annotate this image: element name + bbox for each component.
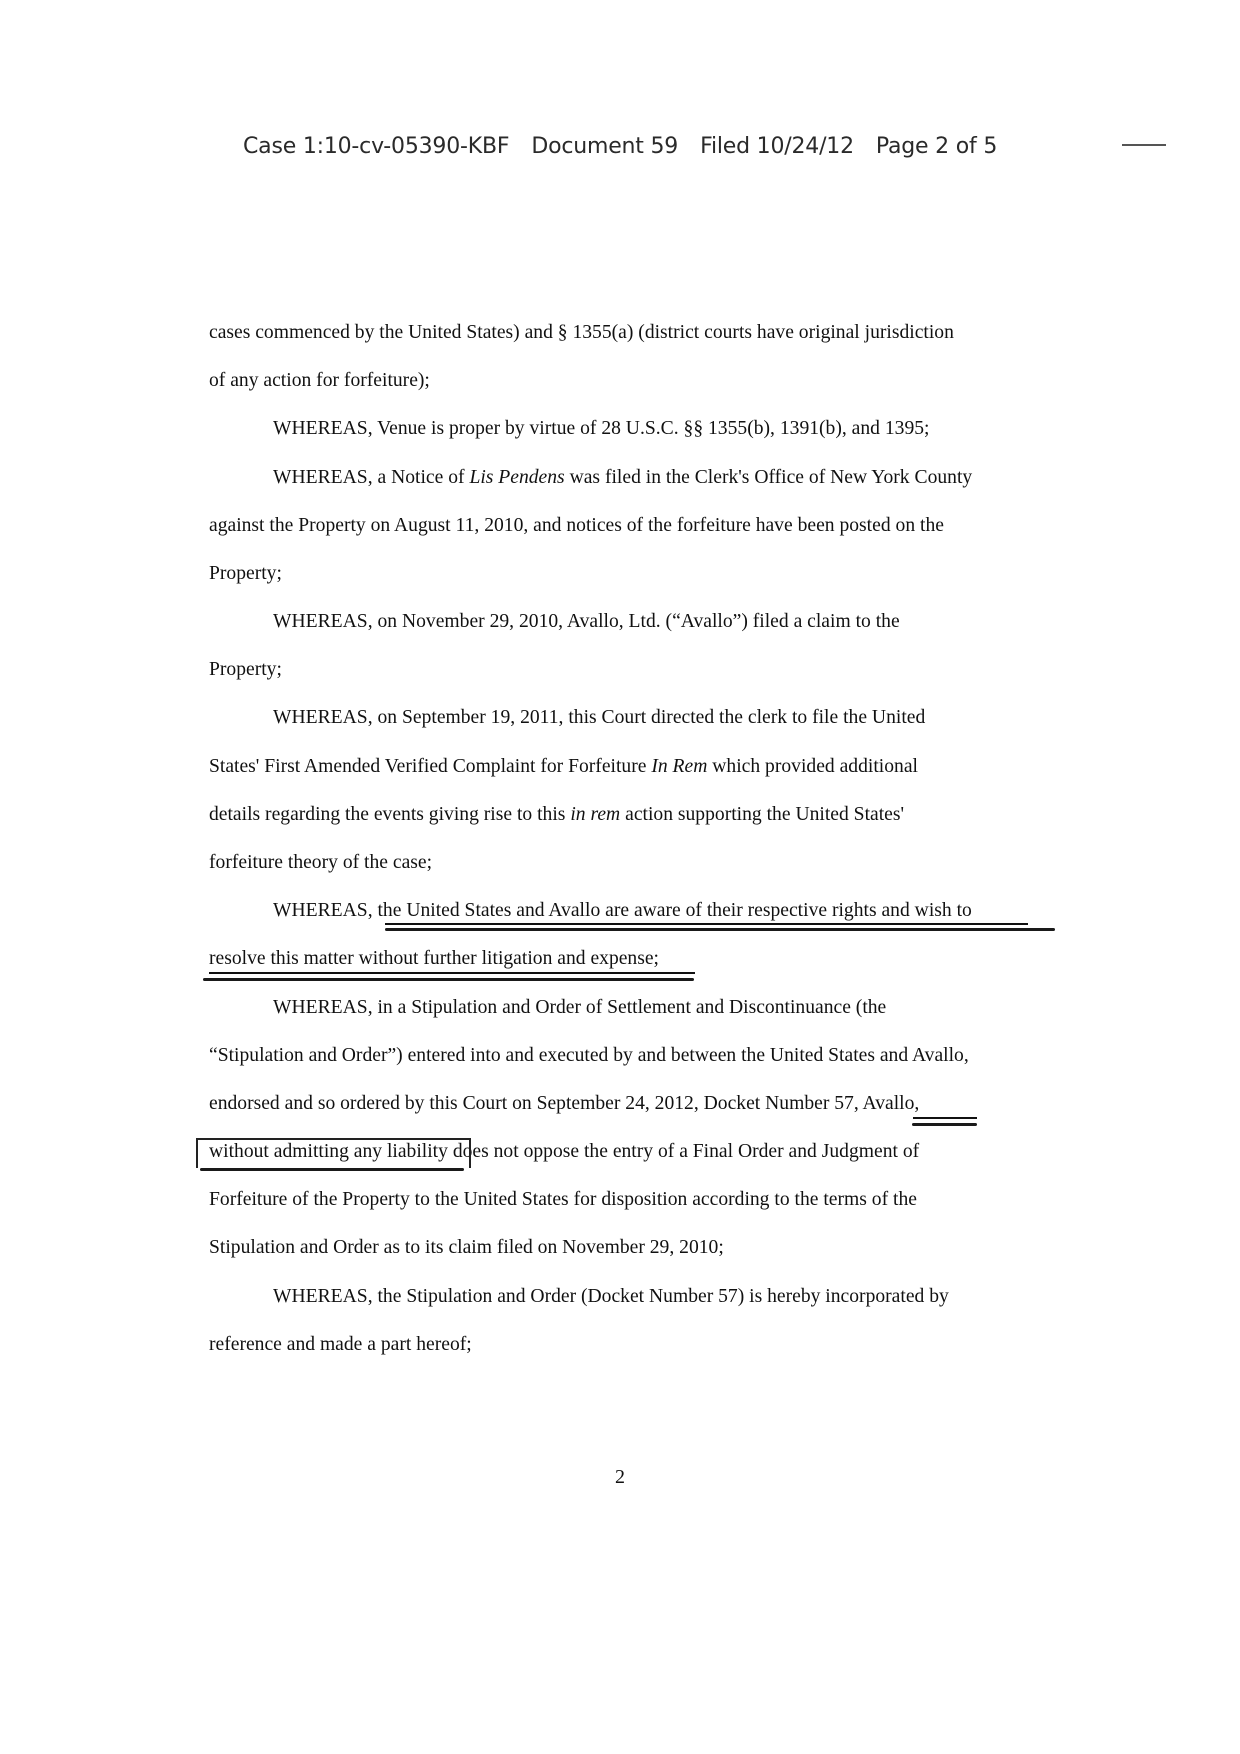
body-line: WHEREAS, in a Stipulation and Order of Settlement and Discontinuance (the — [273, 997, 887, 1018]
body-line: forfeiture theory of the case; — [209, 852, 433, 873]
body-line: WHEREAS, on November 29, 2010, Avallo, Ltd. (“Avallo”) filed a claim to the — [273, 611, 900, 632]
body-line: of any action for forfeiture); — [209, 370, 430, 391]
underline-mark — [913, 1117, 977, 1119]
lis-pendens-italic: Lis Pendens — [469, 467, 565, 488]
underline-mark — [385, 923, 1028, 925]
body-line: WHEREAS, Venue is proper by virtue of 28 U.S.C. §§ 1355(b), 1391(b), and 1395; — [273, 418, 930, 439]
body-line: “Stipulation and Order”) entered into and executed by and between the United States and Avallo, — [209, 1045, 969, 1066]
header-margin-mark — [1122, 144, 1166, 146]
underline-mark — [912, 1123, 977, 1126]
body-line: against the Property on August 11, 2010, and notices of the forfeiture have been posted on the — [209, 515, 944, 536]
page-indicator: Page 2 of 5 — [875, 134, 998, 159]
page-number: 2 — [615, 1466, 625, 1488]
body-line: Forfeiture of the Property to the United States for disposition according to the terms of the — [209, 1189, 917, 1210]
underline-mark — [385, 928, 1055, 931]
document-number: Document 59 — [531, 134, 679, 159]
case-header — [243, 134, 997, 159]
filed-date: Filed 10/24/12 — [700, 134, 854, 159]
body-line: cases commenced by the United States) and § 1355(a) (district courts have original jurisdiction — [209, 322, 954, 343]
hand-drawn-box — [196, 1138, 471, 1168]
body-line: WHEREAS, the Stipulation and Order (Docket Number 57) is hereby incorporated by — [273, 1286, 949, 1307]
underline-mark — [203, 978, 694, 981]
in-rem-italic: In Rem — [651, 756, 708, 777]
underline-mark — [209, 972, 695, 974]
body-line: States' First Amended Verified Complaint for Forfeiture In Rem which provided additional — [209, 756, 918, 777]
case-number: Case 1:10-cv-05390-KBF — [243, 134, 510, 159]
body-line: reference and made a part hereof; — [209, 1334, 472, 1355]
body-line: details regarding the events giving rise to this in rem action supporting the United States' — [209, 804, 905, 825]
body-line: resolve this matter without further litigation and expense; — [209, 948, 659, 969]
body-line: WHEREAS, a Notice of Lis Pendens was filed in the Clerk's Office of New York County — [273, 467, 973, 488]
body-line: Property; — [209, 659, 282, 680]
body-line: WHEREAS, the United States and Avallo are aware of their respective rights and wish to — [273, 900, 972, 921]
in-rem-italic: in rem — [570, 804, 621, 825]
body-line: without admitting any liability does not oppose the entry of a Final Order and Judgment of — [209, 1141, 920, 1162]
body-line: endorsed and so ordered by this Court on September 24, 2012, Docket Number 57, Avallo, — [209, 1093, 920, 1114]
boxed-phrase: without admitting any liability — [209, 1141, 448, 1162]
body-line: Property; — [209, 563, 282, 584]
body-line: WHEREAS, on September 19, 2011, this Court directed the clerk to file the United — [273, 707, 926, 728]
body-line: Stipulation and Order as to its claim filed on November 29, 2010; — [209, 1237, 724, 1258]
underline-mark — [200, 1168, 464, 1171]
